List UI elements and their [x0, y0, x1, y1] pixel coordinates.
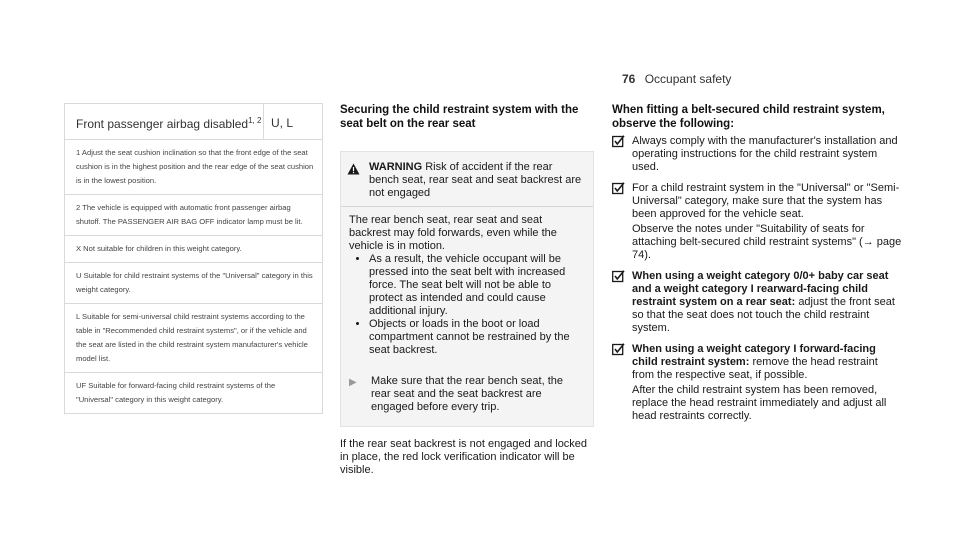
section-heading: Securing the child restraint system with the seat belt on the rear seat — [340, 104, 579, 130]
warning-instruction — [341, 365, 593, 426]
list-item: • Objects or loads in the boot or load compartment cannot be restrained by the seat backrest. — [369, 318, 585, 357]
table-note: U Suitable for child restraint systems of the "Universal" category in this weight category. — [65, 263, 322, 304]
table-note: UF Suitable for forward-facing child restraint systems of the "Universal" category in this weight category. — [76, 381, 276, 404]
checklist-condition: When using a weight category I forward-facing child restraint system: — [632, 343, 876, 368]
warning-risk-text: Risk of accident if the rear bench seat, rear seat and seat backrest are not engaged — [369, 161, 582, 199]
table-note: 1 Adjust the seat cushion inclination so that the front edge of the seat cushion is in the highest position and the rear edge of the seat cushion is in the lowest position. — [65, 140, 322, 195]
right-column — [612, 103, 902, 423]
warning-text — [369, 161, 585, 200]
instruction-text: Make sure that the rear bench seat, the rear seat and the seat backrest are engaged before every trip. — [371, 375, 564, 413]
warning-header — [341, 152, 593, 207]
section-heading: When fitting a belt-secured child restraint system, observe the following: — [612, 104, 885, 130]
list-item: • As a result, the vehicle occupant will be pressed into the seat belt with increased force. The seat belt will not be able to protect as intended and could cause additional injury. — [369, 253, 585, 318]
warning-body — [341, 207, 593, 365]
checklist-item — [612, 135, 902, 174]
checklist-text — [632, 270, 902, 335]
warning-triangle-icon — [347, 161, 369, 200]
warning-list — [349, 253, 585, 357]
body-paragraph: If the rear seat backrest is not engaged and locked in place, the red lock verification indicator will be visible. — [340, 438, 588, 476]
checklist-text — [632, 343, 902, 382]
checklist-text: For a child restraint system in the "Universal" or "Semi-Universal" category, make sure that the system has been approved for the vehicle seat. — [632, 182, 900, 220]
page-number: 76 — [622, 72, 636, 86]
page-section-title: Occupant safety — [644, 72, 732, 86]
table-note: L Suitable for semi-universal child restraint systems according to the table in "Recommended child restraint systems", or if the vehicle and the seat are listed in the child restraint system manufacturer's vehicle model list. — [65, 304, 322, 373]
warning-box — [340, 151, 594, 427]
warning-label: WARNING — [369, 161, 423, 173]
footnote-ref: 1, 2 — [248, 116, 262, 125]
checklist-text: Always comply with the manufacturer's installation and operating instructions for the child restraint system used. — [632, 135, 898, 173]
checklist-item — [612, 343, 902, 423]
checklist-note: Observe the notes under "Suitability of seats for attaching belt-secured child restraint systems" (→ page 74). — [632, 223, 902, 261]
table-note: 2 The vehicle is equipped with automatic front passenger airbag shutoff. The PASSENGER AIR BAG OFF indicator lamp must be lit. — [65, 195, 322, 236]
warning-description: The rear bench seat, rear seat and seat backrest may fold forwards, even while the vehicle is in motion. — [349, 214, 557, 252]
table-header-label-text: Front passenger airbag disabled — [76, 117, 249, 131]
page-header — [622, 72, 731, 86]
seat-suitability-table — [64, 103, 323, 414]
checklist-item — [612, 182, 902, 262]
instruction-arrow-icon: ▶ — [349, 377, 357, 388]
table-header-value: U, L — [271, 116, 294, 130]
checkbox-icon — [612, 270, 632, 335]
table-header-label — [65, 104, 264, 139]
checkbox-icon — [612, 343, 632, 423]
checkbox-icon — [612, 182, 632, 262]
checkbox-icon — [612, 135, 632, 174]
table-note: X Not suitable for children in this weight category. — [65, 236, 322, 263]
checklist-condition: When using a weight category 0/0+ baby car seat and a weight category I rearward-facing child restraint system on a rear seat: — [632, 270, 889, 308]
table-header-row — [65, 104, 322, 140]
middle-column — [340, 103, 593, 477]
checklist-note: After the child restraint system has been removed, replace the head restraint immediately and adjust all head restraints correctly. — [632, 384, 887, 422]
checklist-action: remove the head restraint from the respective seat, if possible. — [632, 356, 878, 381]
checklist-action: adjust the front seat so that the seat does not touch the child restraint system. — [632, 296, 895, 334]
checklist-item — [612, 270, 902, 335]
